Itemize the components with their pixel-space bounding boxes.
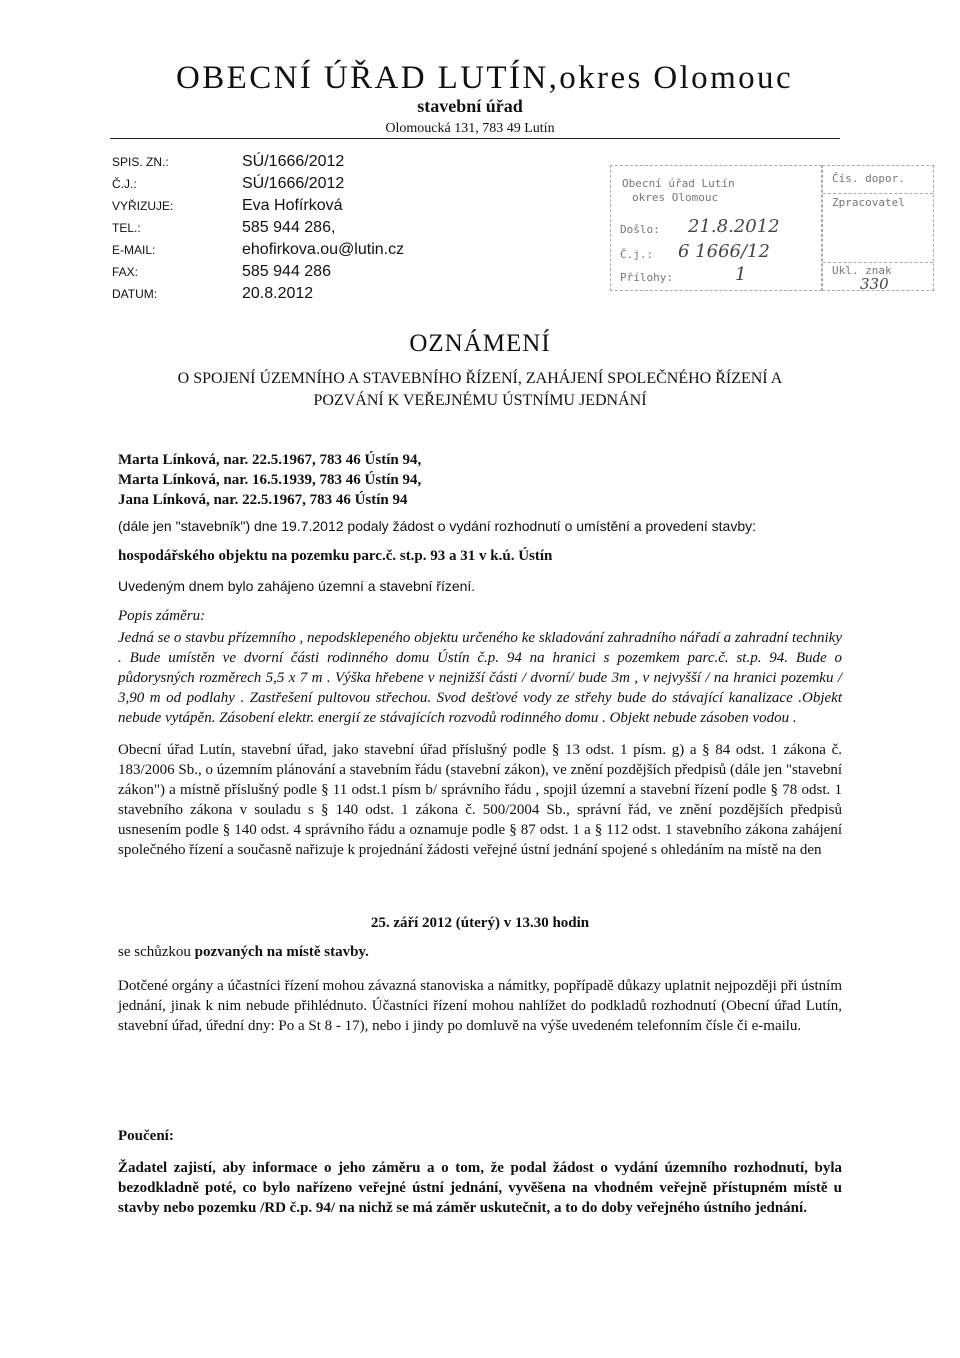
notice-subject-line: O SPOJENÍ ÚZEMNÍHO A STAVEBNÍHO ŘÍZENÍ, ZAHÁJENÍ SPOLEČNÉHO ŘÍZENÍ A — [177, 370, 783, 387]
email-link[interactable]: ehofirkova.ou@lutin.cz — [242, 241, 405, 258]
stamp-side-label: Ukl. znak — [832, 264, 892, 277]
stamp-divider — [823, 262, 933, 263]
meta-label: VYŘIZUJE: — [112, 199, 174, 213]
stamp-divider — [823, 193, 933, 194]
metadata-block — [112, 153, 404, 307]
meta-row-date — [112, 285, 404, 307]
stamp-side-handwriting: 330 — [860, 275, 889, 293]
meta-value: 20.8.2012 — [242, 285, 314, 302]
meta-row-handler — [112, 197, 404, 219]
meta-label: SPIS. ZN.: — [112, 155, 169, 169]
meta-row-file-number — [112, 153, 404, 175]
meta-label: DATUM: — [112, 287, 158, 301]
stamp-received-handwriting: 21.8.2012 — [688, 216, 780, 237]
meta-label: TEL.: — [112, 221, 141, 235]
stamp-attachments-handwriting: 1 — [735, 264, 747, 285]
meta-row-phone — [112, 219, 404, 241]
applicant: Marta Línková, nar. 16.5.1939, 783 46 Ústín 94, — [118, 472, 422, 488]
meeting-place-text: se schůzkou — [118, 944, 195, 960]
stamp-side-label: Zpracovatel — [832, 196, 905, 209]
meta-label: FAX: — [112, 265, 139, 279]
meta-label: E-MAIL: — [112, 243, 156, 257]
notice-title: OZNÁMENÍ — [409, 330, 551, 357]
parties-text: Dotčené orgány a účastníci řízení mohou závazná stanoviska a námitky, popřípadě důkazy uplatnit nejpozději při ústním jednání, jinak k nim nebude přihlédnuto. Účastníci řízení mohou nahlížet do podkladů rozhodnutí (Obecní úřad Lutín, stavební úřad, úřední dny: Po a St 8 - 17), nebo i jindy po domluvě na výše uvedeném telefonním čísle či e-mailu. — [118, 978, 842, 1034]
applicant: Jana Línková, nar. 22.5.1967, 783 46 Ústín 94 — [118, 492, 408, 508]
instruction-heading: Poučení: — [118, 1128, 174, 1144]
object-description: hospodářského objektu na pozemku parc.č. st.p. 93 a 31 v k.ú. Ústín — [118, 548, 553, 564]
instruction-text: Žadatel zajistí, aby informace o jeho záměru a o tom, že podal žádost o vydání územního rozhodnutí, byla bezodkladně poté, co bylo nařízeno veřejné ústní jednání, vyvěšena na vhodném veřejně přístupném místě u stavby nebo pozemku /RD č.p. 94/ na nichž se má záměr uskutečnit, a to do doby veřejného ústního jednání. — [118, 1160, 842, 1216]
stamp-received-label: Došlo: — [620, 223, 660, 236]
stamp-side-label: Čís. dopor. — [832, 172, 905, 185]
stamp-attachments-label: Přílohy: — [620, 271, 673, 284]
applicants-list — [118, 450, 421, 510]
meta-value: SÚ/1666/2012 — [242, 175, 345, 192]
meeting-place-emphasis: pozvaných na místě stavby. — [194, 944, 369, 960]
notice-subject — [118, 368, 842, 412]
meta-value: SÚ/1666/2012 — [242, 153, 345, 170]
meta-value: Eva Hofírková — [242, 197, 343, 214]
meta-row-fax — [112, 263, 404, 285]
department-name: stavební úřad — [417, 96, 523, 116]
stamp-cj-label: Č.j.: — [620, 248, 654, 261]
meeting-date: 25. září 2012 (úterý) v 13.30 hodin — [370, 915, 590, 931]
header-divider — [110, 138, 840, 139]
applicant: Marta Línková, nar. 22.5.1967, 783 46 Ústín 94, — [118, 452, 422, 468]
stamp-office-line: Obecní úřad Lutín — [622, 177, 735, 190]
notice-subject-line: POZVÁNÍ K VEŘEJNÉMU ÚSTNÍMU JEDNÁNÍ — [313, 392, 647, 409]
request-text: (dále jen "stavebník") dne 19.7.2012 podaly žádost o vydání rozhodnutí o umístění a provedení stavby: — [118, 518, 757, 534]
meta-row-email — [112, 241, 404, 263]
meta-label: Č.J.: — [112, 177, 137, 191]
stamp-office-line: okres Olomouc — [632, 191, 719, 204]
proceedings-started: Uvedeným dnem bylo zahájeno územní a stavební řízení. — [118, 578, 476, 594]
office-address: Olomoucká 131, 783 49 Lutín — [385, 121, 555, 136]
meta-value: 585 944 286, — [242, 219, 336, 236]
meta-row-reference — [112, 175, 404, 197]
meeting-place — [118, 944, 842, 961]
intent-heading: Popis záměru: — [118, 608, 206, 624]
office-title: OBECNÍ ÚŘAD LUTÍN,okres Olomouc — [176, 60, 793, 96]
legal-basis-text: Obecní úřad Lutín, stavební úřad, jako stavební úřad příslušný podle § 13 odst. 1 písm. g) a § 84 odst. 1 zákona č. 183/2006 Sb., o územním plánování a stavebním řádu (stavební zákon), ve znění pozdějších předpisů (dále jen "stavební zákon") a místně příslušný podle § 11 odst.1 písm b/ správního řádu , spojil územní a stavební řízení podle § 78 odst. 1 stavebního zákona v souladu s § 140 odst. 1 zákona č. 500/2004 Sb., správní řád, ve znění pozdějších předpisů usnesením podle § 140 odst. 4 správního řádu a oznamuje podle § 87 odst. 1 a § 112 odst. 1 stavebního zákona zahájení společného řízení a současně nařizuje k projednání žádosti veřejné ústní jednání spojené s ohledáním na místě na den — [118, 742, 842, 858]
intent-description: Jedná se o stavbu přízemního , nepodsklepeného objektu určeného ke skladování zahradního nářadí a zahradní techniky . Bude umístěn ve dvorní části rodinného domu Ústín č.p. 94 na hranici s pozemkem parc.č. st.p. 94. Bude o půdorysných rozměrech 5,5 x 7 m . Výška hřebene v nejnižší části / dvorní/ bude 3m , v nejvyšší / na hranici pozemku / 3,90 m od podlahy . Zastřešení pultovou střechou. Svod dešťové vody ze střehy bude do stávající kanalizace .Objekt nebude vytápěn. Zásobení elektr. energií ze stávajících rozvodů rodinného domu . Objekt nebude zásoben vodou . — [118, 630, 842, 726]
stamp-cj-handwriting: 6 1666/12 — [678, 241, 770, 262]
meta-value: 585 944 286 — [242, 263, 331, 280]
registry-stamp — [610, 165, 935, 295]
